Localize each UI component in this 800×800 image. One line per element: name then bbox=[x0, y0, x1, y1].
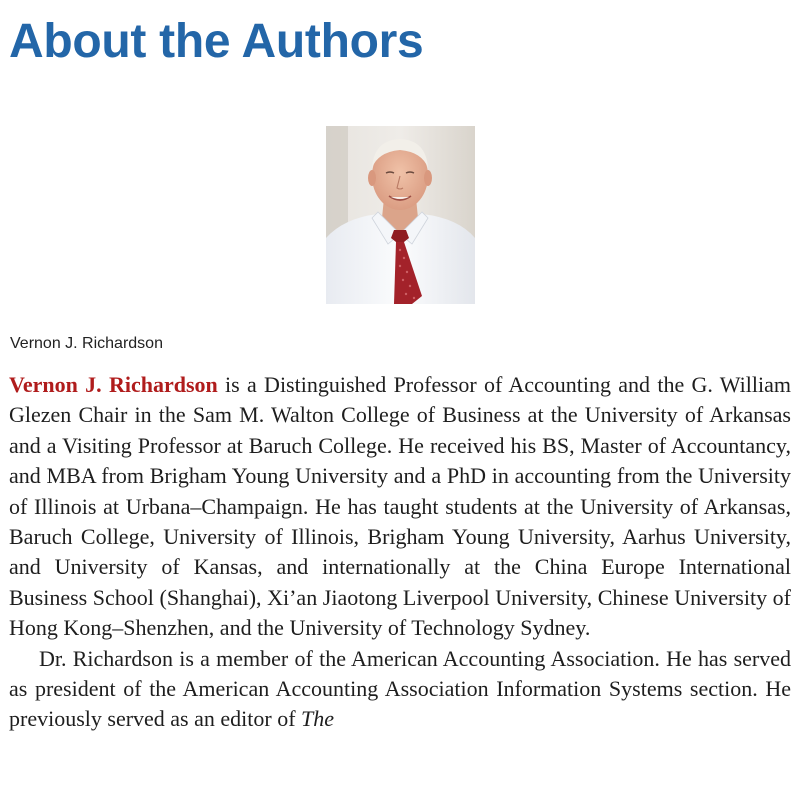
page-title: About the Authors bbox=[9, 15, 424, 68]
journal-title-italic: The bbox=[301, 706, 335, 732]
photo-caption: Vernon J. Richardson bbox=[10, 335, 163, 352]
bio-paragraph-2 bbox=[9, 644, 791, 735]
bio-paragraph-1 bbox=[9, 370, 791, 644]
bio-paragraph-1-text: is a Distinguished Professor of Accounting and the G. William Glezen Chair in the Sam M. Walton College of Business at the University of Arkansas and a Visiting Professor at Baruch College. He received his BS, Master of Accountancy, and MBA from Brigham Young University and a PhD in accounting from the University of Illinois at Urbana–Champaign. He has taught students at the University of Arkansas, Baruch College, University of Illinois, Brigham Young University, Aarhus University, and University of Kansas, and internationally at the China Europe International Business School (Shanghai), Xi’an Jiaotong Liverpool University, Chinese University of Hong Kong–Shenzhen, and the University of Technology Sydney. bbox=[9, 372, 791, 641]
bio-paragraph-2-text: Dr. Richardson is a member of the American Accounting Association. He has served as president of the American Accounting Association Information Systems section. He previously served as an editor of bbox=[9, 645, 791, 732]
author-bio bbox=[9, 370, 791, 735]
author-name: Vernon J. Richardson bbox=[9, 372, 218, 397]
author-photo bbox=[326, 126, 475, 304]
